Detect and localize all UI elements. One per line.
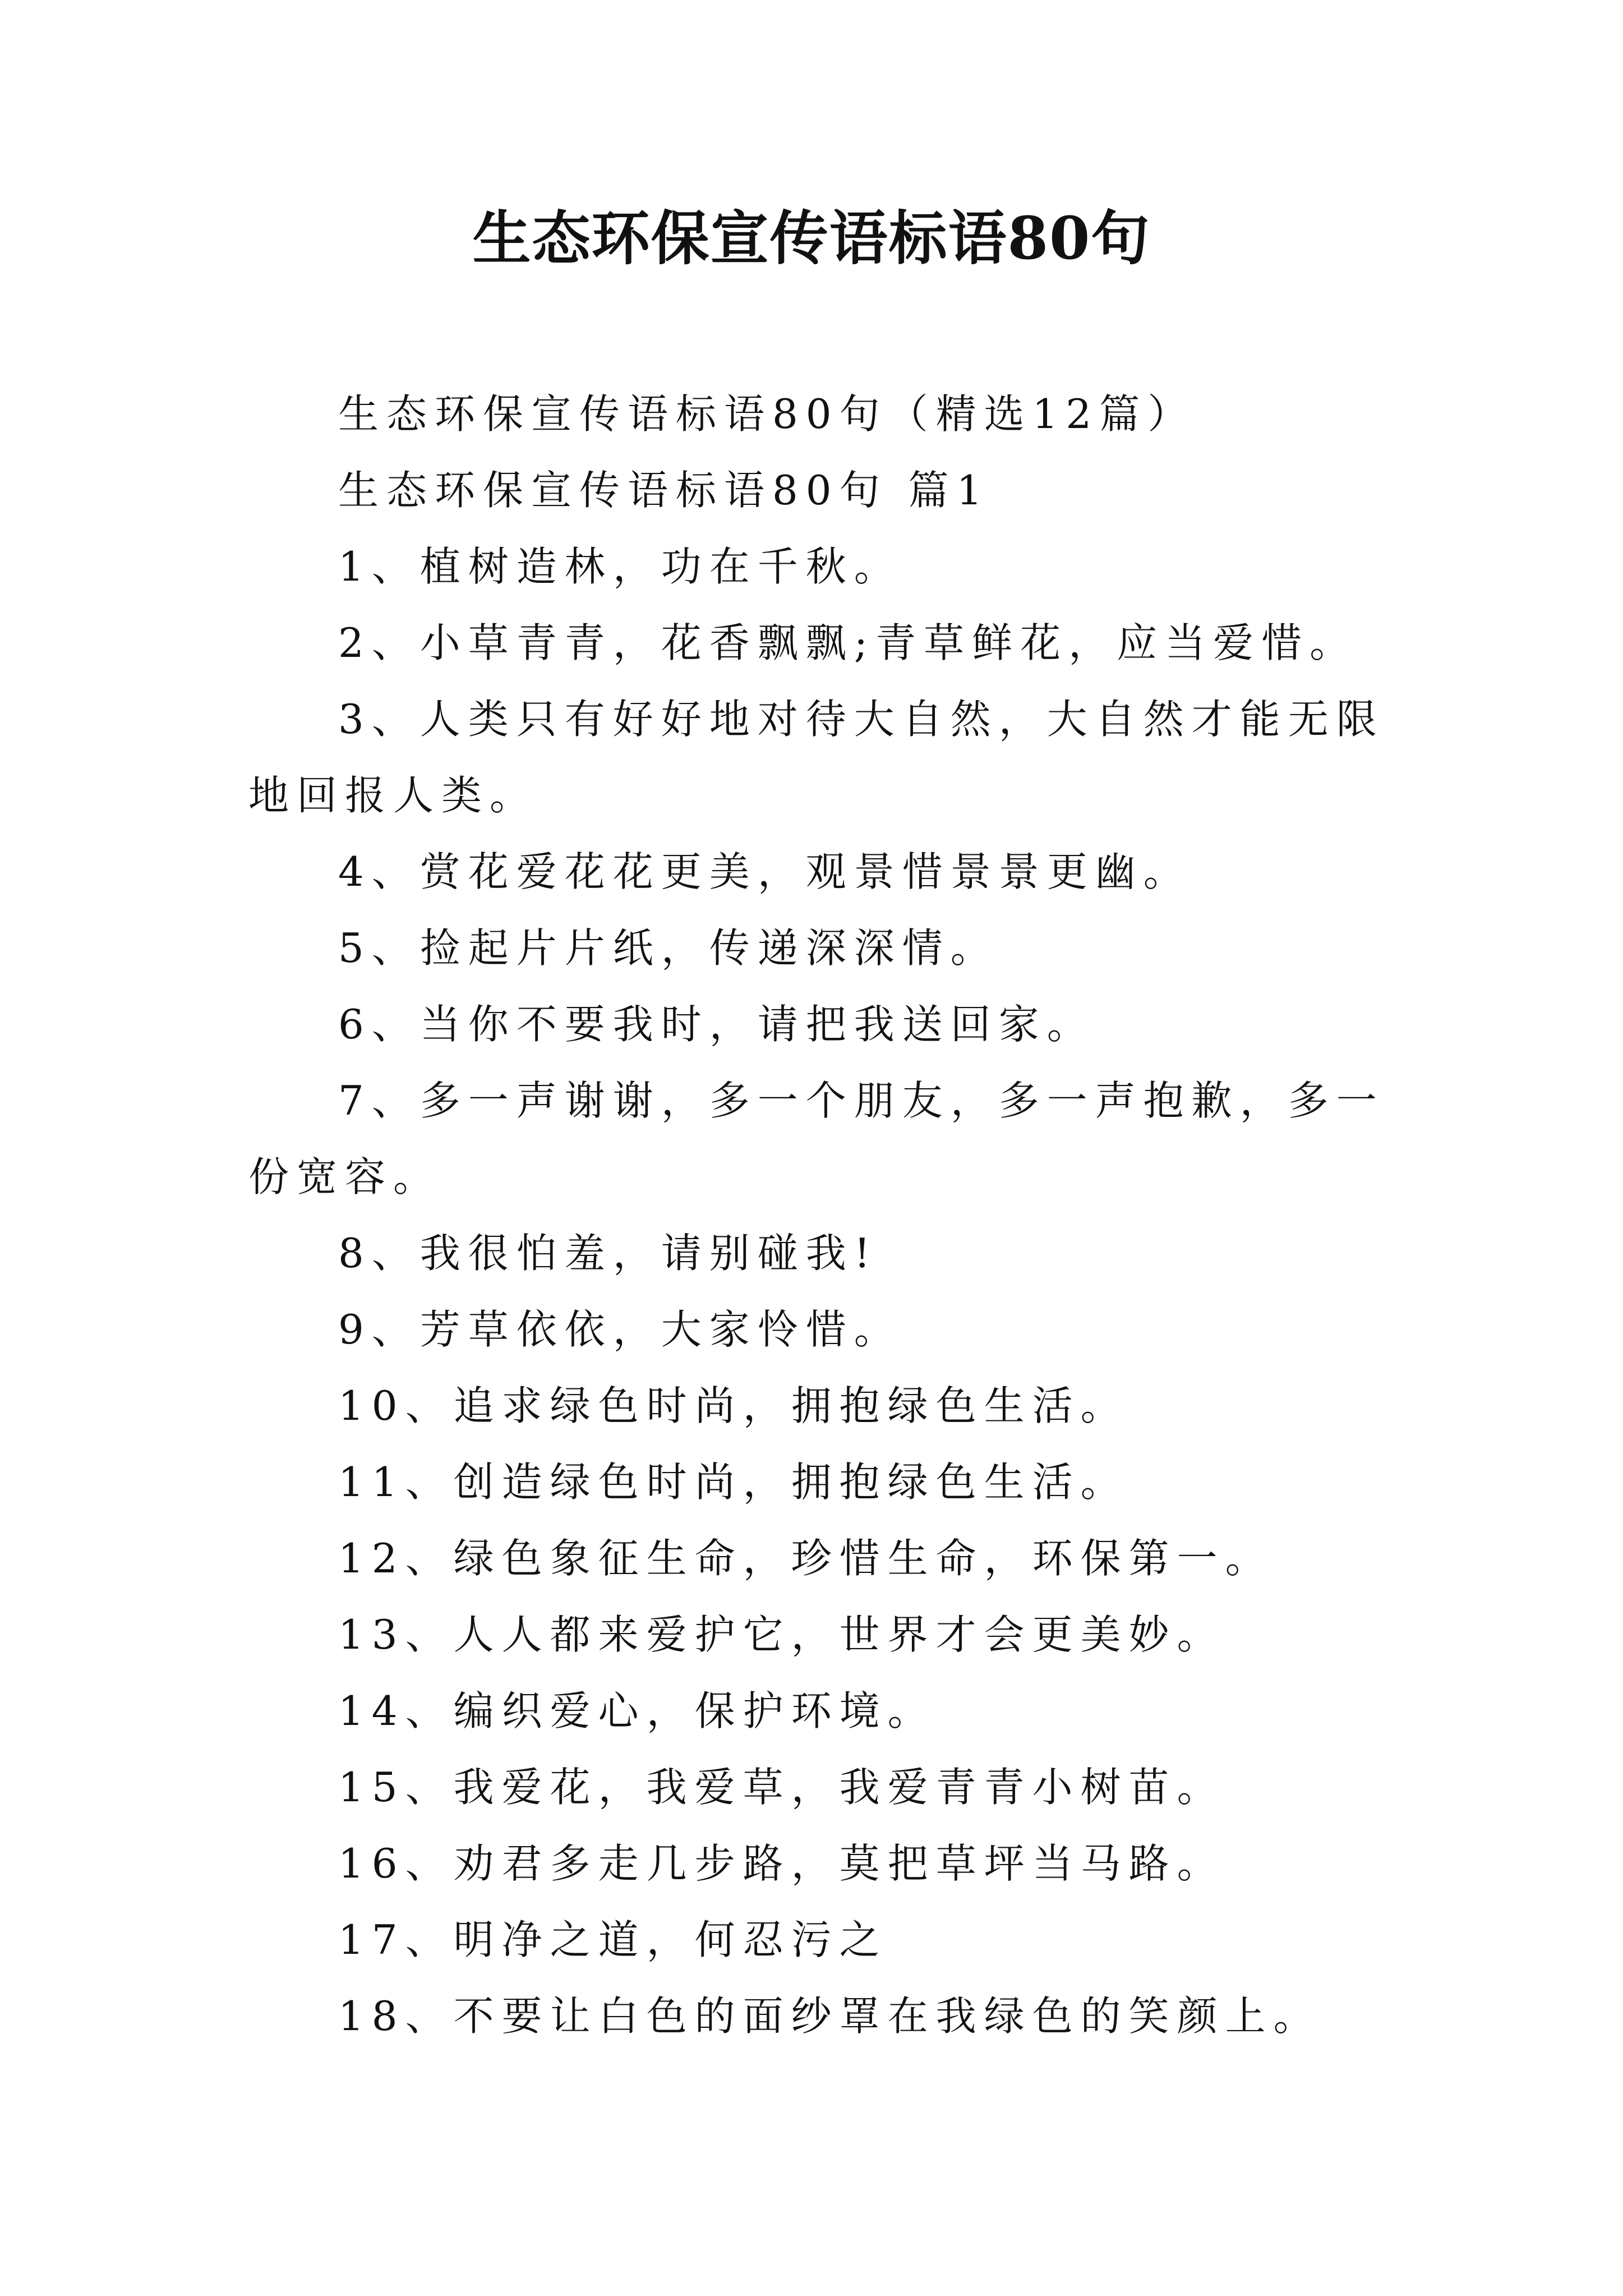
slogan-item: 9、芳草依依，大家怜惜。 xyxy=(338,1306,902,1353)
slogan-item: 13、人人都来爱护它，世界才会更美妙。 xyxy=(338,1611,1225,1658)
slogan-item: 5、捡起片片纸，传递深深情。 xyxy=(338,924,999,972)
document-title: 生态环保宣传语标语80句 xyxy=(472,204,1151,273)
slogan-item: 16、劝君多走几步路，莫把草坪当马路。 xyxy=(338,1840,1225,1887)
slogan-item: 14、编织爱心，保护环境。 xyxy=(338,1687,936,1734)
slogan-item: 10、追求绿色时尚，拥抱绿色生活。 xyxy=(338,1382,1129,1429)
slogan-item: 12、绿色象征生命，珍惜生命，环保第一。 xyxy=(338,1535,1274,1582)
section-heading: 生态环保宣传语标语80句 篇1 xyxy=(338,467,990,514)
slogan-item: 6、当你不要我时，请把我送回家。 xyxy=(338,1001,1095,1048)
slogan-item: 15、我爱花，我爱草，我爱青青小树苗。 xyxy=(338,1764,1225,1811)
slogan-item: 4、赏花爱花花更美，观景惜景景更幽。 xyxy=(338,848,1192,895)
slogan-item: 3、人类只有好好地对待大自然，大自然才能无限地回报人类。 xyxy=(248,696,1385,819)
slogan-item: 8、我很怕羞，请别碰我! xyxy=(338,1230,878,1277)
slogan-item: 2、小草青青，花香飘飘;青草鲜花，应当爱惜。 xyxy=(338,619,1358,666)
subtitle-paragraph: 生态环保宣传语标语80句（精选12篇） xyxy=(338,390,1196,438)
document-body xyxy=(248,376,1393,2054)
slogan-item: 18、不要让白色的面纱罩在我绿色的笑颜上。 xyxy=(338,1993,1322,2040)
slogan-item: 11、创造绿色时尚，拥抱绿色生活。 xyxy=(338,1458,1129,1506)
slogan-item: 17、明净之道，何忍污之 xyxy=(338,1916,888,1963)
slogan-item: 1、植树造林，功在千秋。 xyxy=(338,543,902,590)
slogan-item: 7、多一声谢谢，多一个朋友，多一声抱歉，多一份宽容。 xyxy=(248,1077,1385,1200)
